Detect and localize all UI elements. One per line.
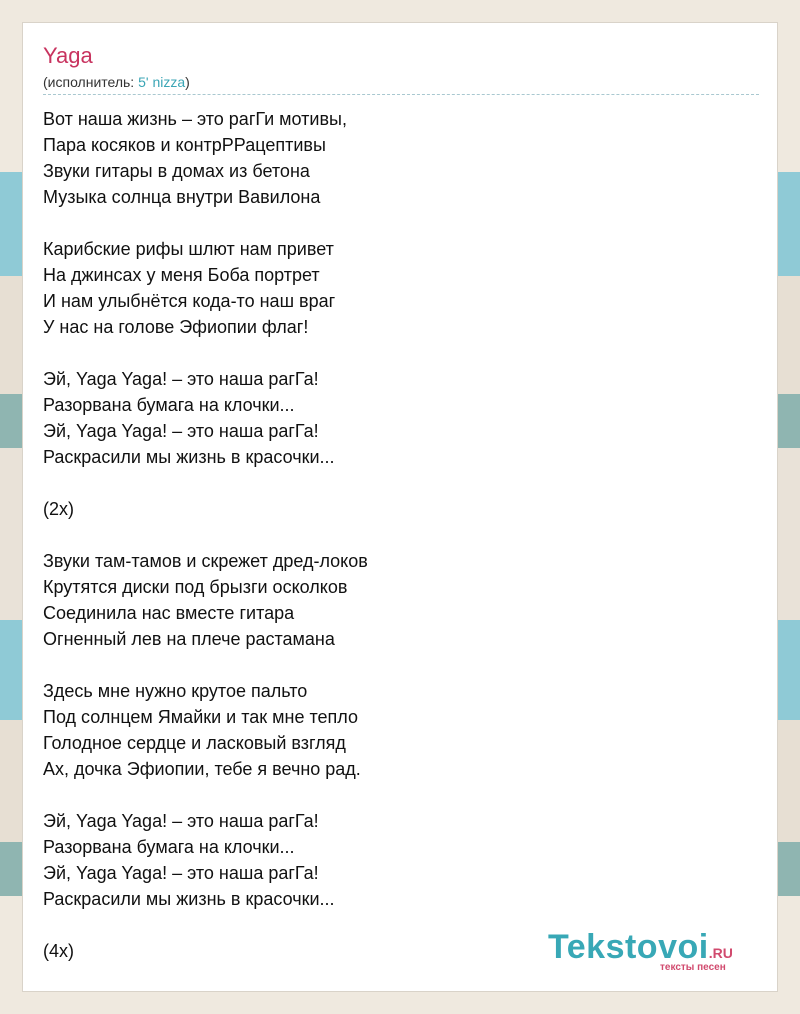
lyric-line: Звуки гитары в домах из бетона — [43, 161, 310, 181]
stanza-break — [43, 470, 368, 496]
artist-suffix: ) — [185, 74, 190, 90]
lyric-line: На джинсах у меня Боба портрет — [43, 265, 320, 285]
artist-link[interactable]: 5' nizza — [138, 74, 186, 90]
lyric-line: И нам улыбнётся кода-то наш враг — [43, 291, 336, 311]
lyric-line: Огненный лев на плече растамана — [43, 629, 335, 649]
site-logo[interactable] — [548, 928, 758, 972]
lyric-line: Под солнцем Ямайки и так мне тепло — [43, 707, 359, 727]
lyric-line: Эй, Yaga Yaga! – это наша рагГа! — [43, 369, 319, 389]
lyric-line: Соединила нас вместе гитара — [43, 603, 295, 623]
lyric-line: (4x) — [43, 941, 74, 961]
lyric-line: Эй, Yaga Yaga! – это наша рагГа! — [43, 811, 319, 831]
lyric-line: Музыка солнца внутри Вавилона — [43, 187, 321, 207]
divider — [43, 94, 759, 95]
song-title: Yaga — [43, 43, 93, 68]
lyric-line: Пара косяков и контрРРацептивы — [43, 135, 326, 155]
logo-tld: .RU — [708, 945, 733, 961]
lyric-line: Раскрасили мы жизнь в красочки... — [43, 447, 335, 467]
stanza-break — [43, 652, 368, 678]
lyrics-text — [43, 106, 368, 964]
lyric-line: Вот наша жизнь – это рагГи мотивы, — [43, 109, 347, 129]
lyric-line: Голодное сердце и ласковый взгляд — [43, 733, 346, 753]
lyric-line: Звуки там-тамов и скрежет дред-локов — [43, 551, 368, 571]
lyric-line: Ах, дочка Эфиопии, тебе я вечно рад. — [43, 759, 361, 779]
lyric-line: Эй, Yaga Yaga! – это наша рагГа! — [43, 863, 319, 883]
lyric-line: Раскрасили мы жизнь в красочки... — [43, 889, 335, 909]
lyric-line: Эй, Yaga Yaga! – это наша рагГа! — [43, 421, 319, 441]
lyric-line: Разорвана бумага на клочки... — [43, 837, 295, 857]
artist-line — [43, 74, 190, 90]
stanza-break — [43, 782, 368, 808]
lyric-line: Здесь мне нужно крутое пальто — [43, 681, 308, 701]
lyric-line: Крутятся диски под брызги осколков — [43, 577, 348, 597]
lyric-line: (2x) — [43, 499, 74, 519]
lyric-line: Разорвана бумага на клочки... — [43, 395, 295, 415]
logo-tagline: тексты песен — [660, 962, 726, 973]
stanza-break — [43, 340, 368, 366]
logo-wordmark: Tekstovoi — [548, 928, 709, 966]
lyric-line: Карибские рифы шлют нам привет — [43, 239, 334, 259]
lyrics-card — [22, 22, 778, 992]
stanza-break — [43, 522, 368, 548]
artist-prefix: (исполнитель: — [43, 74, 139, 90]
lyric-line: У нас на голове Эфиопии флаг! — [43, 317, 309, 337]
stanza-break — [43, 210, 368, 236]
stanza-break — [43, 912, 368, 938]
